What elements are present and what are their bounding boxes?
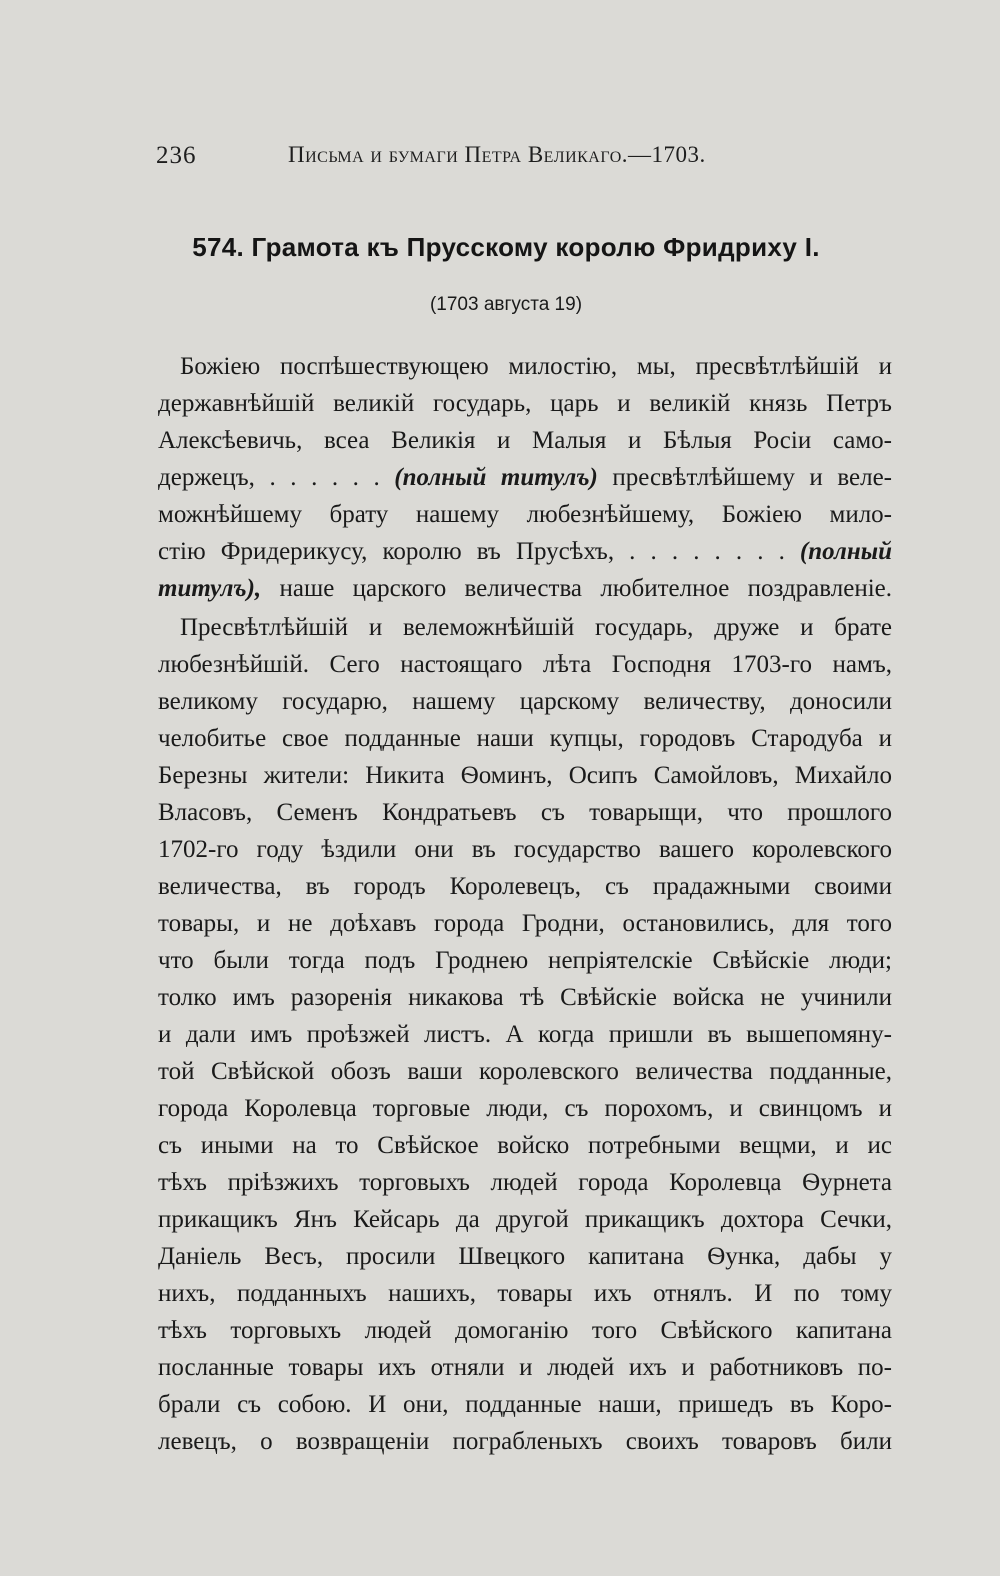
page-number: 236 [156, 142, 197, 169]
text-segment: держецъ, . . . . . . [158, 464, 380, 491]
text-line: тѣхъ пріѣзжихъ торговыхъ людей города Королевца Ѳурнета [158, 1169, 892, 1196]
text-line: города Королевца торговые люди, съ порохомъ, и свинцомъ и [158, 1095, 892, 1122]
text-line: Березны жители: Никита Ѳоминъ, Осипъ Самойловъ, Михайло [158, 762, 892, 789]
document-date: (1703 августа 19) [429, 294, 583, 315]
text-line: великому государю, нашему царскому величеству, доносили [158, 688, 892, 715]
text-line: Власовъ, Семенъ Кондратьевъ съ товарыщи, что прошлого [158, 799, 892, 826]
text-line: нихъ, подданныхъ нашихъ, товары ихъ отнялъ. И по тому [158, 1280, 892, 1307]
text-line: Даніель Весъ, просили Швецкого капитана Ѳунка, дабы у [158, 1243, 892, 1270]
text-line: той Свѣйской обозъ ваши королевского величества подданные, [158, 1058, 892, 1085]
text-line: 1702-го году ѣздили они въ государство вашего королевского [158, 836, 892, 863]
text-line: брали съ собою. И они, подданные наши, пришедъ въ Коро- [158, 1391, 892, 1418]
text-line: Божіею поспѣшествующею милостію, мы, пресвѣтлѣйшій и [180, 353, 892, 380]
text-line [158, 459, 892, 496]
text-line: левецъ, о возвращеніи пограбленыхъ своихъ товаровъ били [158, 1428, 892, 1455]
text-segment: пресвѣтлѣйшему и веле- [612, 464, 892, 491]
text-line: тѣхъ торговыхъ людей домоганію того Свѣйского капитана [158, 1317, 892, 1344]
document-body [158, 348, 892, 1460]
text-line: Алексѣевичь, всеа Великія и Малыя и Бѣлыя Росіи само- [158, 427, 892, 454]
text-line [158, 533, 892, 570]
text-line: державнѣйшій великій государь, царь и великій князь Петръ [158, 390, 892, 417]
text-line: съ иными на то Свѣйское войско потребными вещми, и ис [158, 1132, 892, 1159]
italic-segment: (полный титулъ) [394, 464, 598, 491]
text-line: что были тогда подъ Гроднею непріятелскіе Свѣйскіе люди; [158, 947, 892, 974]
running-head [156, 142, 756, 176]
text-line: челобитье свое подданные наши купцы, городовъ Стародуба и [158, 725, 892, 752]
text-line: и дали имъ проѣзжей листъ. А когда пришли въ вышепомяну- [158, 1021, 892, 1048]
text-line [158, 570, 892, 607]
text-segment: наше царского величества любителное поздравленіе. [279, 575, 892, 602]
text-line: толко имъ разоренія никакова тѣ Свѣйскіе войска не учинили [158, 984, 892, 1011]
text-line: можнѣйшему брату нашему любезнѣйшему, Божіею мило- [158, 501, 892, 528]
text-line: товары, и не доѣхавъ города Гродни, остановились, для того [158, 910, 892, 937]
text-line: любезнѣйшій. Сего настоящаго лѣта Господня 1703-го намъ, [158, 651, 892, 678]
document-title: 574. Грамота къ Прусскому королю Фридриху I. [192, 232, 820, 262]
italic-segment: титулъ), [158, 575, 262, 602]
running-title: Письма и бумаги Петра Великаго.—1703. [288, 142, 706, 167]
text-line: Пресвѣтлѣйшій и велеможнѣйшій государь, друже и брате [180, 614, 892, 641]
text-line: прикащикъ Янъ Кейсарь да другой прикащикъ дохтора Сечки, [158, 1206, 892, 1233]
text-line: величества, въ городъ Королевецъ, съ прадажными своими [158, 873, 892, 900]
italic-segment: (полный [799, 538, 892, 565]
text-segment: стію Фридерикусу, королю въ Прусѣхъ, . . . . . . . . [158, 538, 785, 565]
text-line: посланные товары ихъ отняли и людей ихъ и работниковъ по- [158, 1354, 892, 1381]
